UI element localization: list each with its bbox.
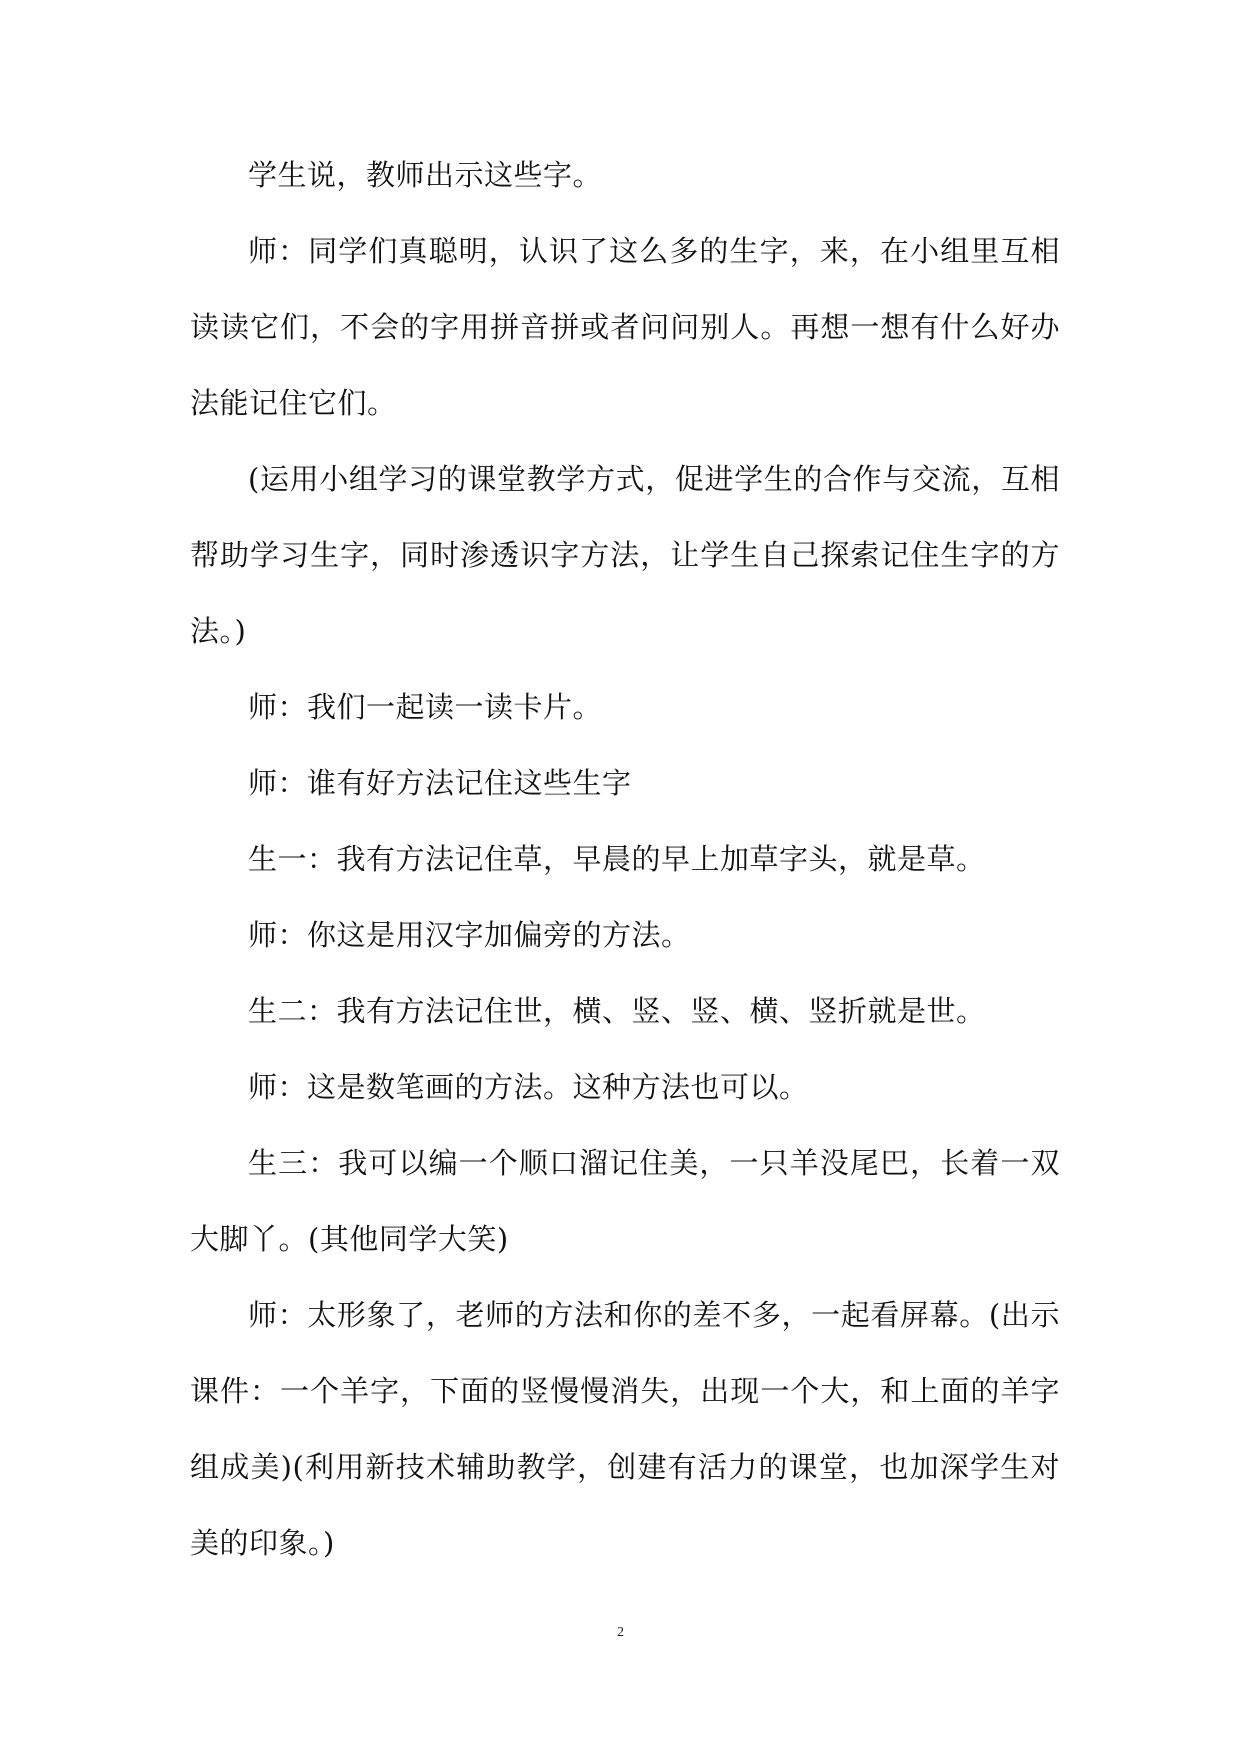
paragraph: 学生说，教师出示这些字。 [248, 158, 603, 192]
page-number: 2 [617, 1625, 624, 1640]
paragraph: 师：太形象了，老师的方法和你的差不多，一起看屏幕。(出示课件：一个羊字，下面的竖慢慢消失，出现一个大，和上面的羊字组成美)(利用新技术辅助教学，创建有活力的课堂，也加深学生对美的印象。) [190, 1298, 1060, 1560]
paragraph: 师：这是数笔画的方法。这种方法也可以。 [248, 1070, 809, 1104]
paragraph: 生三：我可以编一个顺口溜记住美，一只羊没尾巴，长着一双大脚丫。(其他同学大笑) [190, 1146, 1060, 1256]
paragraph: 师：我们一起读一读卡片。 [248, 690, 603, 724]
paragraph: 师：同学们真聪明，认识了这么多的生字，来，在小组里互相读读它们，不会的字用拼音拼或者问问别人。再想一想有什么好办法能记住它们。 [190, 234, 1060, 420]
paragraph: 生一：我有方法记住草，早晨的早上加草字头，就是草。 [248, 842, 986, 876]
paragraph: (运用小组学习的课堂教学方式，促进学生的合作与交流，互相帮助学习生字，同时渗透识字方法，让学生自己探索记住生字的方法。) [190, 462, 1060, 648]
document-body [190, 137, 1060, 1581]
paragraph: 师：你这是用汉字加偏旁的方法。 [248, 918, 691, 952]
paragraph: 生二：我有方法记住世，横、竖、竖、横、竖折就是世。 [248, 994, 986, 1028]
paragraph: 师：谁有好方法记住这些生字 [248, 766, 632, 800]
